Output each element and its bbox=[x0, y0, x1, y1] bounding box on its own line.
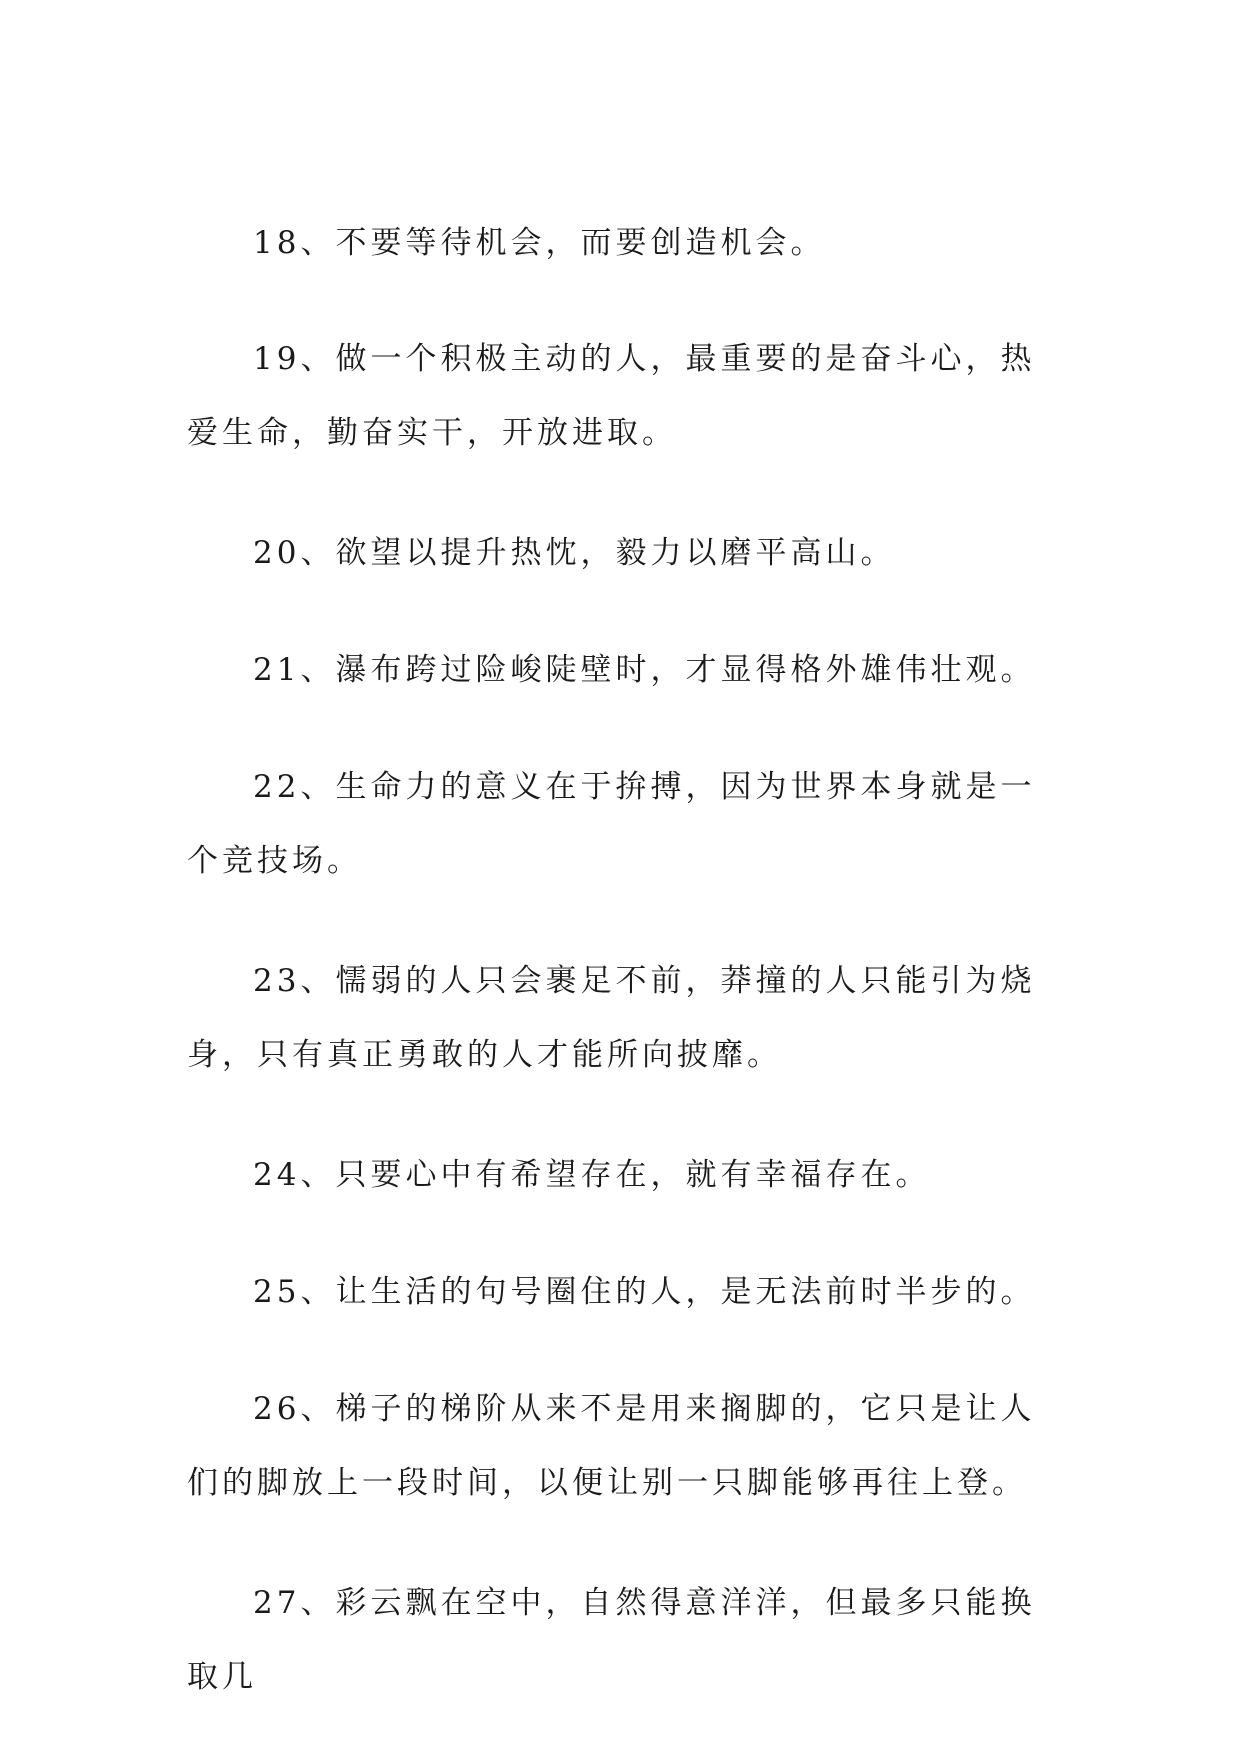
paragraph-27: 27、彩云飘在空中，自然得意洋洋，但最多只能换取几 bbox=[187, 1585, 1036, 1695]
paragraph-24: 24、只要心中有希望存在，就有幸福存在。 bbox=[253, 1157, 931, 1193]
paragraph-23: 23、懦弱的人只会裹足不前，莽撞的人只能引为烧身，只有真正勇敢的人才能所向披靡。 bbox=[187, 963, 1036, 1073]
paragraph-22: 22、生命力的意义在于拚搏，因为世界本身就是一个竞技场。 bbox=[187, 769, 1036, 879]
paragraph-19: 19、做一个积极主动的人，最重要的是奋斗心，热爱生命，勤奋实干，开放进取。 bbox=[187, 341, 1036, 451]
paragraph-20: 20、欲望以提升热忱，毅力以磨平高山。 bbox=[253, 535, 896, 571]
paragraph-18: 18、不要等待机会，而要创造机会。 bbox=[253, 225, 826, 261]
paragraph-26: 26、梯子的梯阶从来不是用来搁脚的，它只是让人们的脚放上一段时间，以便让别一只脚能够再往上登。 bbox=[187, 1391, 1036, 1501]
paragraph-25: 25、让生活的句号圈住的人，是无法前时半步的。 bbox=[253, 1274, 1036, 1310]
paragraph-21: 21、瀑布跨过险峻陡壁时，才显得格外雄伟壮观。 bbox=[253, 652, 1036, 688]
